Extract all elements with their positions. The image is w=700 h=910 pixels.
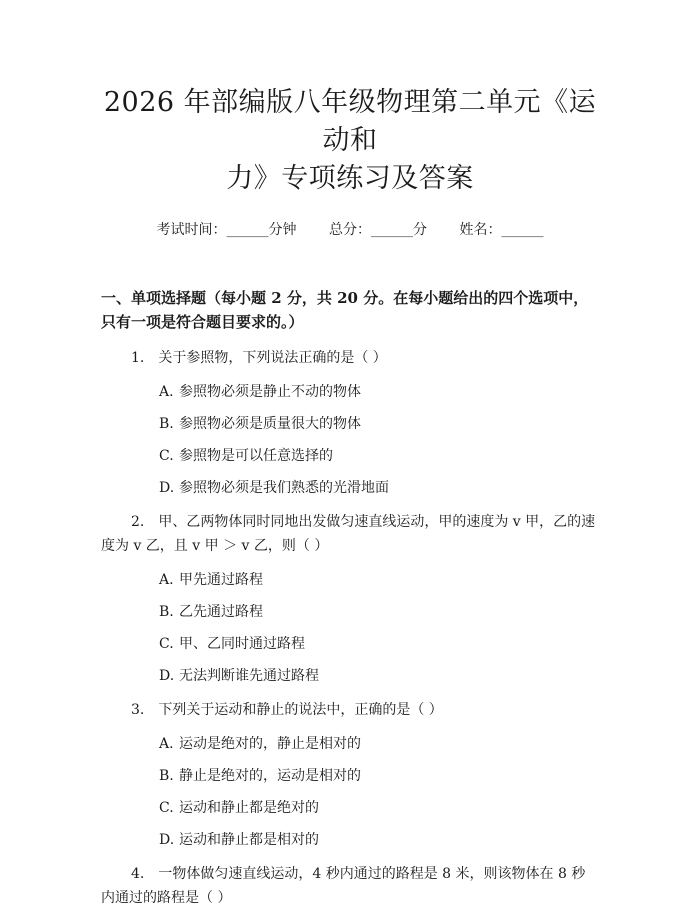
- question-stem: 一物体做匀速直线运动，4 秒内通过的路程是 8 米，则该物体在 8 秒内通过的路程是（ ）: [101, 866, 586, 906]
- options-list: [101, 734, 599, 850]
- document-title: [101, 0, 599, 198]
- option-text: 参照物必须是质量很大的物体: [179, 416, 361, 432]
- question-number: 2.: [131, 514, 145, 530]
- option-b[interactable]: [159, 602, 599, 622]
- student-name-label: 姓名：______: [459, 222, 544, 238]
- option-d[interactable]: [159, 666, 599, 686]
- title-line-1: 2026 年部编版八年级物理第二单元《运动和: [103, 87, 597, 156]
- option-text: 无法判断谁先通过路程: [179, 668, 319, 684]
- option-text: 参照物必须是静止不动的物体: [179, 384, 361, 400]
- question-4: [101, 862, 599, 910]
- question-number: 3.: [131, 702, 145, 718]
- option-text: 运动和静止都是相对的: [179, 832, 319, 848]
- option-letter: B.: [159, 604, 174, 620]
- option-letter: A.: [159, 384, 174, 400]
- option-letter: B.: [159, 768, 174, 784]
- option-text: 甲先通过路程: [179, 572, 263, 588]
- option-letter: C.: [159, 636, 174, 652]
- question-stem: 甲、乙两物体同时同地出发做匀速直线运动，甲的速度为 v 甲，乙的速度为 v 乙，且 v 甲 ＞ v 乙，则（ ）: [101, 514, 596, 554]
- option-text: 静止是绝对的，运动是相对的: [179, 768, 361, 784]
- option-letter: D.: [159, 668, 175, 684]
- option-b[interactable]: [159, 414, 599, 434]
- option-letter: C.: [159, 800, 174, 816]
- option-c[interactable]: [159, 634, 599, 654]
- section-heading: 一、单项选择题（每小题 2 分，共 20 分。在每小题给出的四个选项中，只有一项是符合题目要求的。）: [101, 289, 589, 331]
- option-text: 运动和静止都是绝对的: [179, 800, 319, 816]
- option-d[interactable]: [159, 830, 599, 850]
- option-d[interactable]: [159, 478, 599, 498]
- title-line-2: 力》专项练习及答案: [226, 163, 474, 194]
- option-letter: D.: [159, 480, 175, 496]
- option-text: 参照物是可以任意选择的: [179, 448, 333, 464]
- option-a[interactable]: [159, 734, 599, 754]
- option-letter: A.: [159, 736, 174, 752]
- option-text: 参照物必须是我们熟悉的光滑地面: [179, 480, 389, 496]
- options-list: [101, 570, 599, 686]
- question-number: 4.: [131, 866, 145, 882]
- option-letter: C.: [159, 448, 174, 464]
- question-3: [101, 698, 599, 722]
- question-number: 1.: [131, 350, 145, 366]
- exam-info: [101, 220, 599, 240]
- total-score-label: 总分：______分: [329, 222, 427, 238]
- options-list: [101, 382, 599, 498]
- question-1: [101, 346, 599, 370]
- option-letter: B.: [159, 416, 174, 432]
- option-b[interactable]: [159, 766, 599, 786]
- question-stem: 下列关于运动和静止的说法中，正确的是（ ）: [158, 702, 443, 718]
- option-text: 乙先通过路程: [179, 604, 263, 620]
- option-c[interactable]: [159, 446, 599, 466]
- option-text: 甲、乙同时通过路程: [179, 636, 305, 652]
- option-text: 运动是绝对的，静止是相对的: [179, 736, 361, 752]
- option-a[interactable]: [159, 382, 599, 402]
- question-2: [101, 510, 599, 558]
- option-c[interactable]: [159, 798, 599, 818]
- option-letter: A.: [159, 572, 174, 588]
- question-stem: 关于参照物，下列说法正确的是（ ）: [158, 350, 387, 366]
- option-letter: D.: [159, 832, 175, 848]
- exam-time-label: 考试时间：______分钟: [156, 222, 297, 238]
- question-list: [101, 346, 599, 910]
- option-a[interactable]: [159, 570, 599, 590]
